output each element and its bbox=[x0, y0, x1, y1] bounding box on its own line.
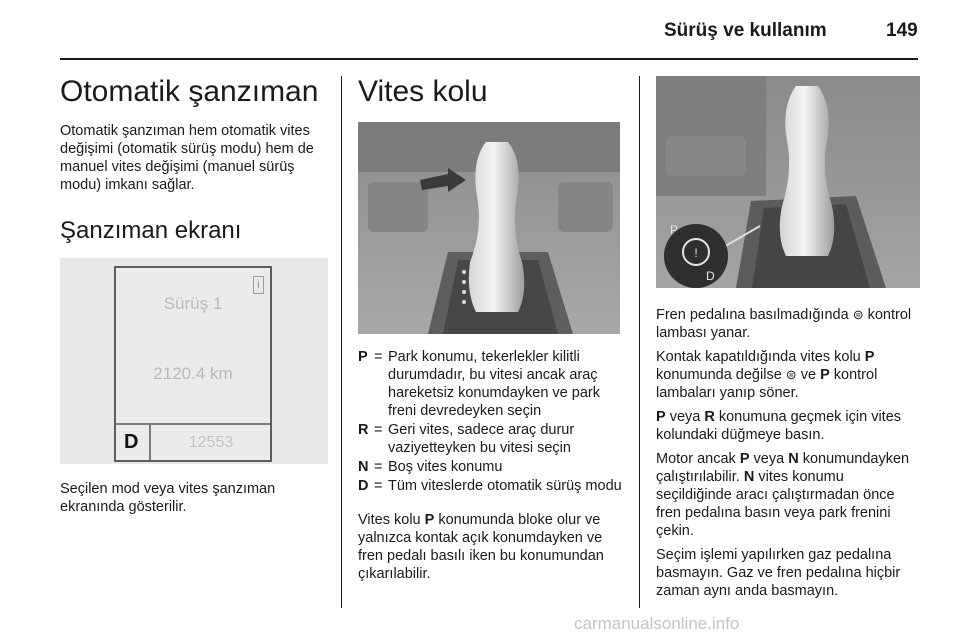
text-run: Vites kolu bbox=[358, 512, 425, 528]
gear-position-legend bbox=[358, 348, 626, 495]
svg-text:D: D bbox=[706, 269, 715, 283]
display-odometer: 12553 bbox=[188, 434, 234, 451]
column-2 bbox=[358, 74, 626, 583]
selector-button-photo bbox=[656, 76, 920, 288]
column-3 bbox=[656, 74, 920, 600]
display-caption: Seçilen mod veya vites şanzıman ekranında gösterilir. bbox=[60, 481, 276, 515]
text-run: kontrol lambaları yanıp söner. bbox=[656, 367, 878, 401]
legend-equals: = bbox=[374, 349, 383, 365]
section-heading: Otomatik şanzıman bbox=[60, 75, 319, 108]
gear-key: N bbox=[743, 469, 755, 485]
display-separator bbox=[116, 423, 270, 425]
text-run: konumunda değilse bbox=[656, 367, 786, 383]
brake-lamp-paragraph bbox=[656, 306, 920, 342]
column-divider-2 bbox=[639, 76, 640, 608]
svg-text:P: P bbox=[670, 223, 679, 237]
text-run: ve bbox=[796, 367, 821, 383]
selector-lever-photo bbox=[358, 122, 620, 334]
text-run: Kontak kapatıldığında vites kolu bbox=[656, 349, 865, 365]
gear-lever-brake-illustration bbox=[656, 76, 920, 288]
text-run: Motor ancak bbox=[656, 451, 740, 467]
warning-paragraph: Seçim işlemi yapılırken gaz pedalına basmayın. Gaz ve fren pedalına hiçbir zaman aynı anda basmayın. bbox=[656, 547, 901, 599]
ignition-paragraph bbox=[656, 348, 920, 402]
engine-start-paragraph bbox=[656, 450, 920, 540]
header-title: Sürüş ve kullanım bbox=[664, 20, 827, 41]
text-run: konumuna geçmek için vites kolundaki düğmeye basın. bbox=[656, 409, 902, 443]
legend-key: N bbox=[358, 459, 369, 475]
info-icon: i bbox=[253, 276, 264, 294]
transmission-display bbox=[114, 266, 272, 462]
legend-equals: = bbox=[374, 459, 383, 475]
subsection-heading: Şanzıman ekranı bbox=[60, 217, 242, 244]
display-mode-text: Sürüş 1 bbox=[163, 294, 223, 313]
text-run: vites konumu seçildiğinde aracı çalıştırmadan önce fren pedalına basın veya park frenini çekin. bbox=[656, 469, 895, 539]
legend-text: Park konumu, tekerlekler kilitli durumdadır, bu vitesi ancak araç hareketsiz konumdayken ve park freni devredeyken seçin bbox=[388, 349, 600, 419]
column-1 bbox=[60, 74, 328, 516]
gear-key: P bbox=[424, 512, 435, 528]
watermark: carmanualsonline.info bbox=[574, 614, 740, 633]
legend-text: Boş vites konumu bbox=[388, 459, 503, 475]
text-run: Fren pedalına basılmadığında bbox=[656, 307, 853, 323]
gear-key: N bbox=[788, 451, 799, 467]
gear-key: R bbox=[704, 409, 715, 425]
button-paragraph bbox=[656, 408, 920, 444]
legend-key: R bbox=[358, 422, 369, 438]
legend-equals: = bbox=[374, 478, 383, 494]
transmission-display-figure bbox=[60, 258, 328, 464]
legend-item bbox=[358, 458, 626, 476]
gear-key: P bbox=[739, 451, 750, 467]
svg-text:!: ! bbox=[694, 246, 698, 260]
legend-item bbox=[358, 421, 626, 457]
gear-key: P bbox=[656, 409, 666, 425]
brake-lamp-icon: ⊜ bbox=[785, 367, 797, 382]
display-gear: D bbox=[124, 431, 139, 453]
selector-lever-heading: Vites kolu bbox=[358, 75, 488, 108]
gear-lever-illustration bbox=[358, 122, 620, 334]
legend-text: Geri vites, sadece araç durur vaziyetteyken bu vitesi seçin bbox=[388, 422, 575, 456]
lever-lock-note bbox=[358, 511, 626, 583]
gear-key: P bbox=[864, 349, 875, 365]
legend-item bbox=[358, 348, 626, 420]
legend-item bbox=[358, 477, 626, 495]
brake-lamp-icon: ⊜ bbox=[852, 307, 864, 322]
text-run: konumundayken çalıştırılabilir. bbox=[656, 451, 910, 485]
legend-text: Tüm viteslerde otomatik sürüş modu bbox=[388, 478, 622, 494]
legend-key: D bbox=[358, 478, 369, 494]
legend-equals: = bbox=[374, 422, 383, 438]
legend-key: P bbox=[358, 349, 368, 365]
display-trip-text: 2120.4 km bbox=[153, 364, 233, 383]
intro-paragraph: Otomatik şanzıman hem otomatik vites değişimi (otomatik sürüş modu) hem de manuel vites değişimi (manuel sürüş modu) imkanı sağlar. bbox=[60, 123, 314, 193]
text-run: konumunda bloke olur ve yalnızca kontak açık konumdayken ve fren pedalı basılı iken bu konumundan çıkarılabilir. bbox=[358, 512, 604, 582]
text-run: kontrol lambası yanar. bbox=[656, 307, 912, 341]
gear-key: P bbox=[820, 367, 830, 383]
display-separator-vertical bbox=[149, 425, 151, 460]
page-number: 149 bbox=[886, 20, 918, 41]
column-divider-1 bbox=[341, 76, 342, 608]
text-run: veya bbox=[665, 409, 705, 425]
text-run: veya bbox=[749, 451, 789, 467]
header-rule bbox=[60, 58, 918, 60]
